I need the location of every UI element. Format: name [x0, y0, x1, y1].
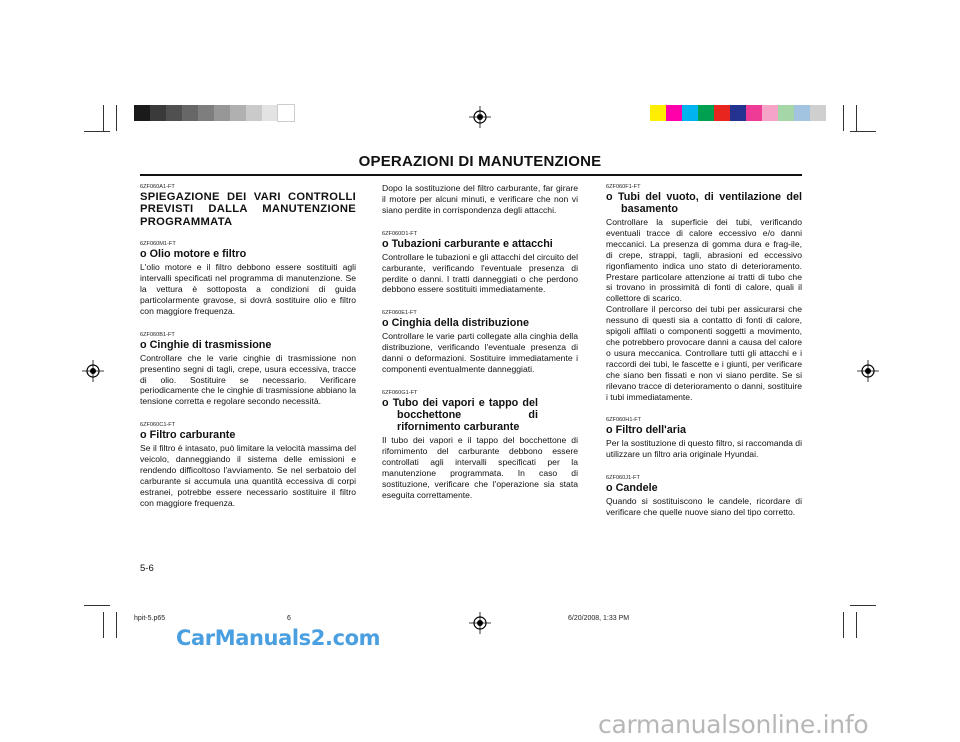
section-heading: o Tubazioni carburante e attacchi [382, 237, 553, 250]
paragraph: Controllare le varie parti collegate alla cinghia della distribuzione, verificando l'eventuale presenza di danni o deformazioni. Sostituire immediatamente i componenti eventualmente danneggiati. [382, 331, 578, 375]
grayscale-bar [134, 105, 294, 121]
gray-swatch [182, 105, 198, 121]
page-number: 5-6 [140, 563, 154, 574]
paragraph: Per la sostituzione di questo filtro, si raccomanda di utilizzare un filtro aria originale Hyundai. [606, 438, 802, 460]
color-swatch [778, 105, 794, 121]
section-code: 6ZF060B1-FT [140, 331, 175, 338]
color-swatch [794, 105, 810, 121]
section-heading: o Tubo dei vapori e tappo del bocchettone di rifornimento carburante [382, 396, 538, 433]
paragraph: Controllare la superficie dei tubi, verificando eventuali tracce di calore eccessivo e/o danni meccanici. La presenza di gomma dura e frag-ile, di crepe, strappi, tagli, abrasioni ed eccessivo rigonfiamento indica uno stato di deterioramento. Prestare particolare attenzione ai tratti di tubo che si trovano in prossimità di fonti di calore, quali il collettore di scarico. [606, 217, 802, 304]
registration-mark-icon [469, 106, 491, 128]
section-heading: o Candele [606, 482, 658, 495]
section-heading: SPIEGAZIONE DEI VARI CONTROLLI PREVISTI DALLA MANUTENZIONE PROGRAMMATA [140, 191, 356, 228]
color-swatch [730, 105, 746, 121]
column-1 [140, 183, 356, 509]
gray-swatch [150, 105, 166, 121]
section-code: 6ZF060E1-FT [382, 310, 417, 317]
paragraph: Controllare le tubazioni e gli attacchi del circuito del carburante, verificando l'eventuale presenza di perdite o danni. I tratti danneggiati o che perdono debbono essere sostituiti immediatamente. [382, 251, 578, 295]
footer-timestamp: 6/20/2008, 1:33 PM [568, 615, 630, 622]
section-code: 6ZF060C1-FT [140, 422, 176, 429]
footer-file-page: 6 [287, 615, 291, 622]
section-heading: o Tubi del vuoto, di ventilazione del basamento [606, 191, 802, 215]
color-swatch [698, 105, 714, 121]
section-code: 6ZF060D1-FT [382, 230, 418, 237]
gray-swatch [246, 105, 262, 121]
paragraph: Se il filtro è intasato, può limitare la velocità massima del veicolo, danneggiando il sistema delle emissioni e rendendo difficoltoso l'avviamento. Se nel serbatoio del carburante si accumula una quantità eccessiva di corpi estranei, potrebbe essere necessario sostituire il filtro con maggiore frequenza. [140, 443, 356, 508]
gray-swatch [198, 105, 214, 121]
section-code: 6ZF060H1-FT [606, 417, 642, 424]
section-heading: o Filtro dell'aria [606, 424, 686, 437]
page-title: OPERAZIONI DI MANUTENZIONE [358, 153, 602, 170]
color-swatch [650, 105, 666, 121]
gray-swatch [166, 105, 182, 121]
title-rule [140, 174, 802, 176]
color-swatch [714, 105, 730, 121]
color-swatch [666, 105, 682, 121]
registration-mark-icon [82, 360, 104, 382]
color-swatch [746, 105, 762, 121]
paragraph: L'olio motore e il filtro debbono essere sostituiti agli intervalli specificati nel programma di manutenzione. Se la vettura è sottoposta a condizioni di guida particolarmente gravose, si dovrà sostituire olio e filtro con maggiore frequenza. [140, 262, 356, 316]
paragraph: Controllare il percorso dei tubi per assicurarsi che nessuno di questi sia a contatto di fonti di calore, spigoli affilati o componenti soggetti a movimento, che potrebbero provocare danni a causa del calore o usura meccanica. Controllare tutti gli attacchi e i raccordi dei tubi, le fascette e i giunti, per verificare che siano ben fissati e non vi siano perdite. Se si rilevano tracce di deterioramento o danni, sostituire i tubi immediatamente. [606, 304, 802, 402]
footer-file-name: hpit-5.p65 [134, 615, 166, 622]
gray-swatch [278, 105, 294, 121]
section-code: 6ZF060G1-FT [382, 389, 418, 396]
color-swatch [682, 105, 698, 121]
section-code: 6ZF060A1-FT [140, 184, 175, 190]
registration-mark-icon [469, 612, 491, 634]
gray-swatch [230, 105, 246, 121]
section-code: 6ZF060M1-FT [140, 241, 176, 248]
paragraph: Quando si sostituiscono le candele, ricordare di verificare che quelle nuove siano del tipo corretto. [606, 496, 802, 518]
paragraph: Dopo la sostituzione del filtro carburante, far girare il motore per alcuni minuti, e verificare che non vi siano perdite in corrispondenza degli attacchi. [382, 183, 578, 215]
paragraph: Controllare che le varie cinghie di trasmissione non presentino segni di tagli, crepe, usura eccessiva, tracce di olio. Sostituire se necessario. Verificare periodicamente che le cinghie di trasmissione abbiano la tensione corretta e regolare secondo necessità. [140, 352, 356, 407]
column-2 [382, 183, 578, 500]
watermark-site: carmanualsonline.info [598, 710, 869, 739]
column-3 [606, 183, 802, 518]
color-swatch [810, 105, 826, 121]
watermark-logo: CarManuals2.com [176, 626, 381, 650]
section-heading: o Filtro carburante [140, 429, 236, 442]
section-heading: o Cinghie di trasmissione [140, 338, 272, 351]
section-code: 6ZF060F1-FT [606, 184, 641, 190]
gray-swatch [134, 105, 150, 121]
gray-swatch [214, 105, 230, 121]
color-swatch [762, 105, 778, 121]
paragraph: Il tubo dei vapori e il tappo del bocchettone di rifornimento del carburante debbono essere controllati agli intervalli specificati per la manutenzione programmata. In caso di sostituzione, verificare che l'operazione sia stata eseguita correttamente. [382, 434, 578, 500]
section-heading: o Olio motore e filtro [140, 248, 247, 261]
color-bar [650, 105, 826, 121]
registration-mark-icon [857, 360, 879, 382]
section-heading: o Cinghia della distribuzione [382, 317, 529, 330]
section-code: 6ZF060J1-FT [606, 475, 640, 482]
gray-swatch [262, 105, 278, 121]
